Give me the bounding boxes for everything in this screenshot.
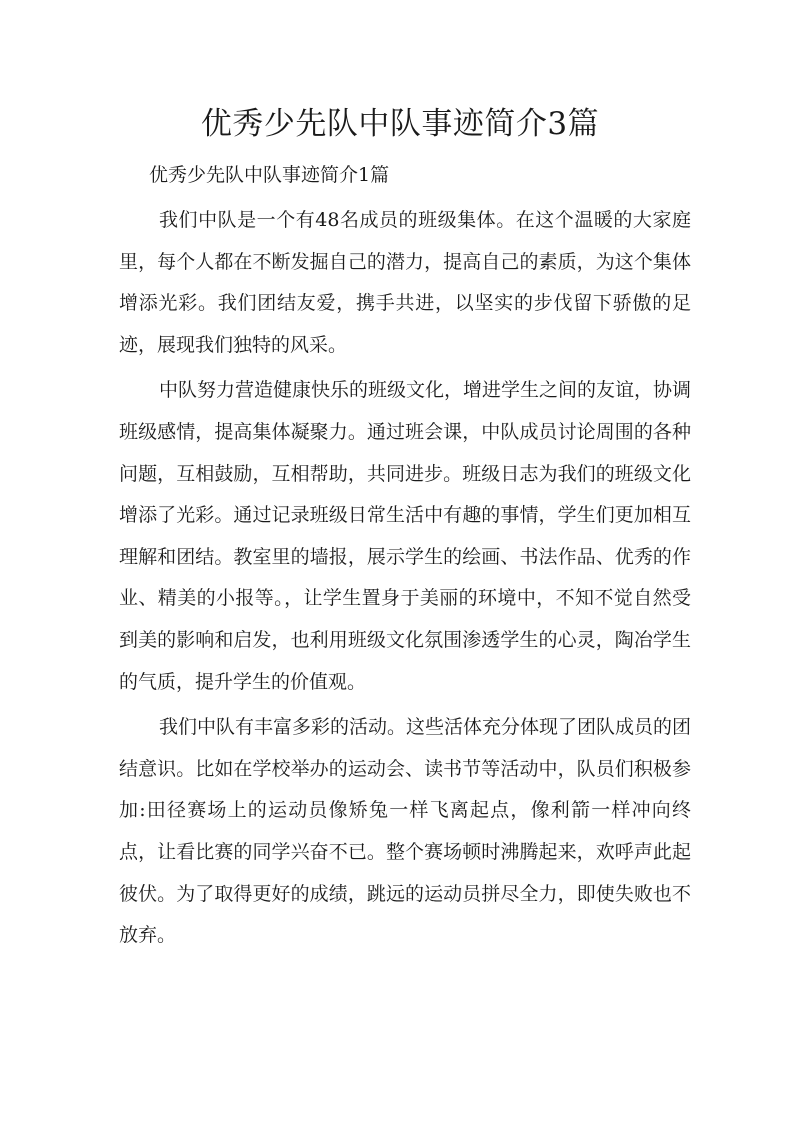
document-body — [119, 200, 691, 961]
document-subtitle: 优秀少先队中队事迹简介1篇 — [149, 164, 390, 186]
document-title: 优秀少先队中队事迹简介3篇 — [200, 106, 600, 142]
paragraph-1: 我们中队是一个有48名成员的班级集体。在这个温暖的大家庭里，每个人都在不断发掘自己的潜力，提高自己的素质，为这个集体增添光彩。我们团结友爱，携手共进，以坚实的步伐留下骄傲的足迹，展现我们独特的风采。 — [119, 209, 691, 356]
paragraph-2: 中队努力营造健康快乐的班级文化，增进学生之间的友谊，协调班级感情，提高集体凝聚力。通过班会课，中队成员讨论周围的各种问题，互相鼓励，互相帮助，共同进步。班级日志为我们的班级文化增添了光彩。通过记录班级日常生活中有趣的事情，学生们更加相互理解和团结。教室里的墙报，展示学生的绘画、书法作品、优秀的作业、精美的小报等。，让学生置身于美丽的环境中，不知不觉自然受到美的影响和启发，也利用班级文化氛围渗透学生的心灵，陶冶学生的气质，提升学生的价值观。 — [119, 379, 692, 693]
paragraph-3: 我们中队有丰富多彩的活动。这些活体充分体现了团队成员的团结意识。比如在学校举办的运动会、读书节等活动中，队员们积极参加:田径赛场上的运动员像矫兔一样飞离起点，像利箭一样冲向终点，让看比赛的同学兴奋不已。整个赛场顿时沸腾起来，欢呼声此起彼伏。为了取得更好的成绩，跳远的运动员拼尽全力，即使失败也不放弃。 — [119, 716, 692, 947]
